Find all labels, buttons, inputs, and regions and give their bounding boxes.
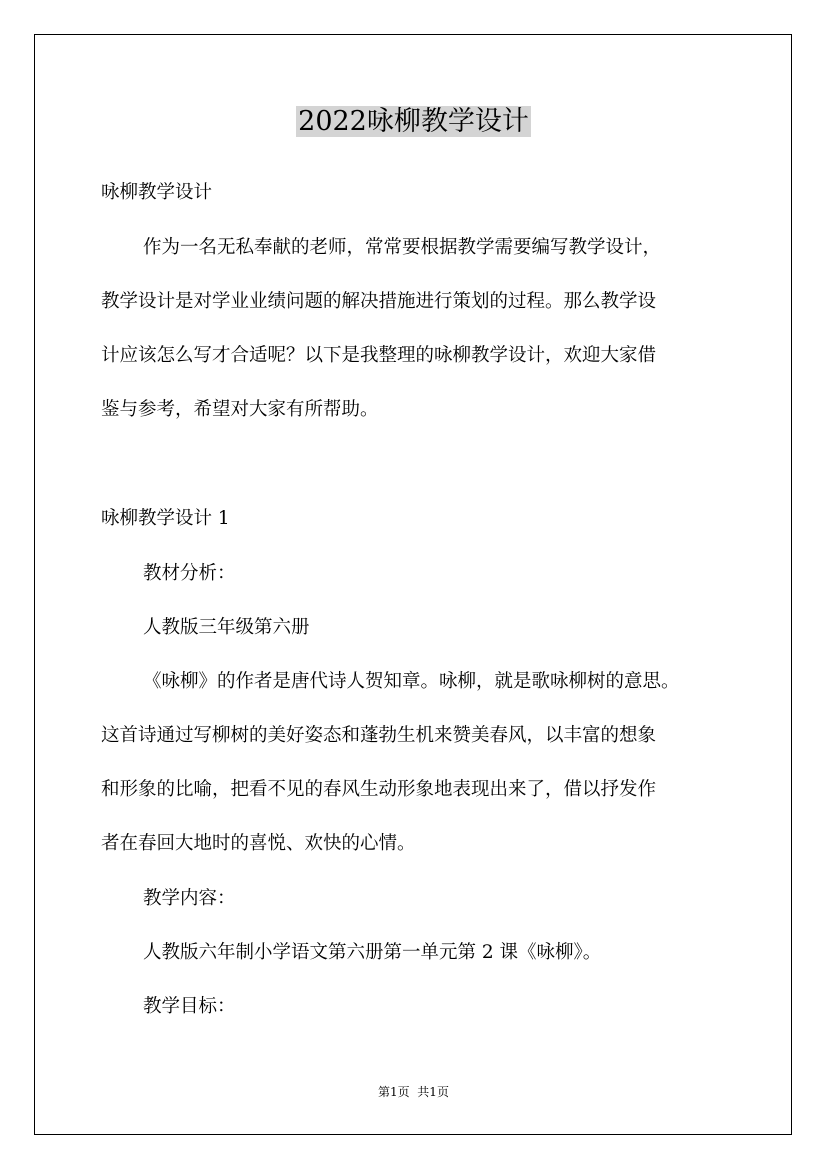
- paragraph-line: 人教版六年制小学语文第六册第一单元第 2 课《咏柳》。: [143, 942, 602, 963]
- section-heading: 咏柳教学设计 1: [101, 508, 230, 529]
- subheading: 教材分析：: [143, 563, 236, 584]
- section-heading: 咏柳教学设计: [101, 182, 213, 203]
- paragraph-line: 作为一名无私奉献的老师，常常要根据教学需要编写教学设计，: [143, 237, 662, 258]
- paragraph-line: 计应该怎么写才合适呢？以下是我整理的咏柳教学设计，欢迎大家借: [101, 345, 657, 366]
- document-title: [0, 100, 827, 144]
- subheading: 教学内容：: [143, 888, 236, 909]
- paragraph-line: 鉴与参考，希望对大家有所帮助。: [101, 399, 379, 420]
- paragraph-line: 《咏柳》的作者是唐代诗人贺知章。咏柳，就是歌咏柳树的意思。: [143, 671, 680, 692]
- paragraph-line: 人教版三年级第六册: [143, 617, 310, 638]
- paragraph-line: 和形象的比喻，把看不见的春风生动形象地表现出来了，借以抒发作: [101, 779, 657, 800]
- paragraph-line: 教学设计是对学业业绩问题的解决措施进行策划的过程。那么教学设: [101, 291, 657, 312]
- subheading: 教学目标：: [143, 996, 236, 1017]
- page-footer: 第1页 共1页: [378, 1085, 449, 1099]
- paragraph-line: 这首诗通过写柳树的美好姿态和蓬勃生机来赞美春风，以丰富的想象: [101, 725, 657, 746]
- document-title-text: 2022咏柳教学设计: [298, 106, 529, 137]
- paragraph-line: 者在春回大地时的喜悦、欢快的心情。: [101, 833, 416, 854]
